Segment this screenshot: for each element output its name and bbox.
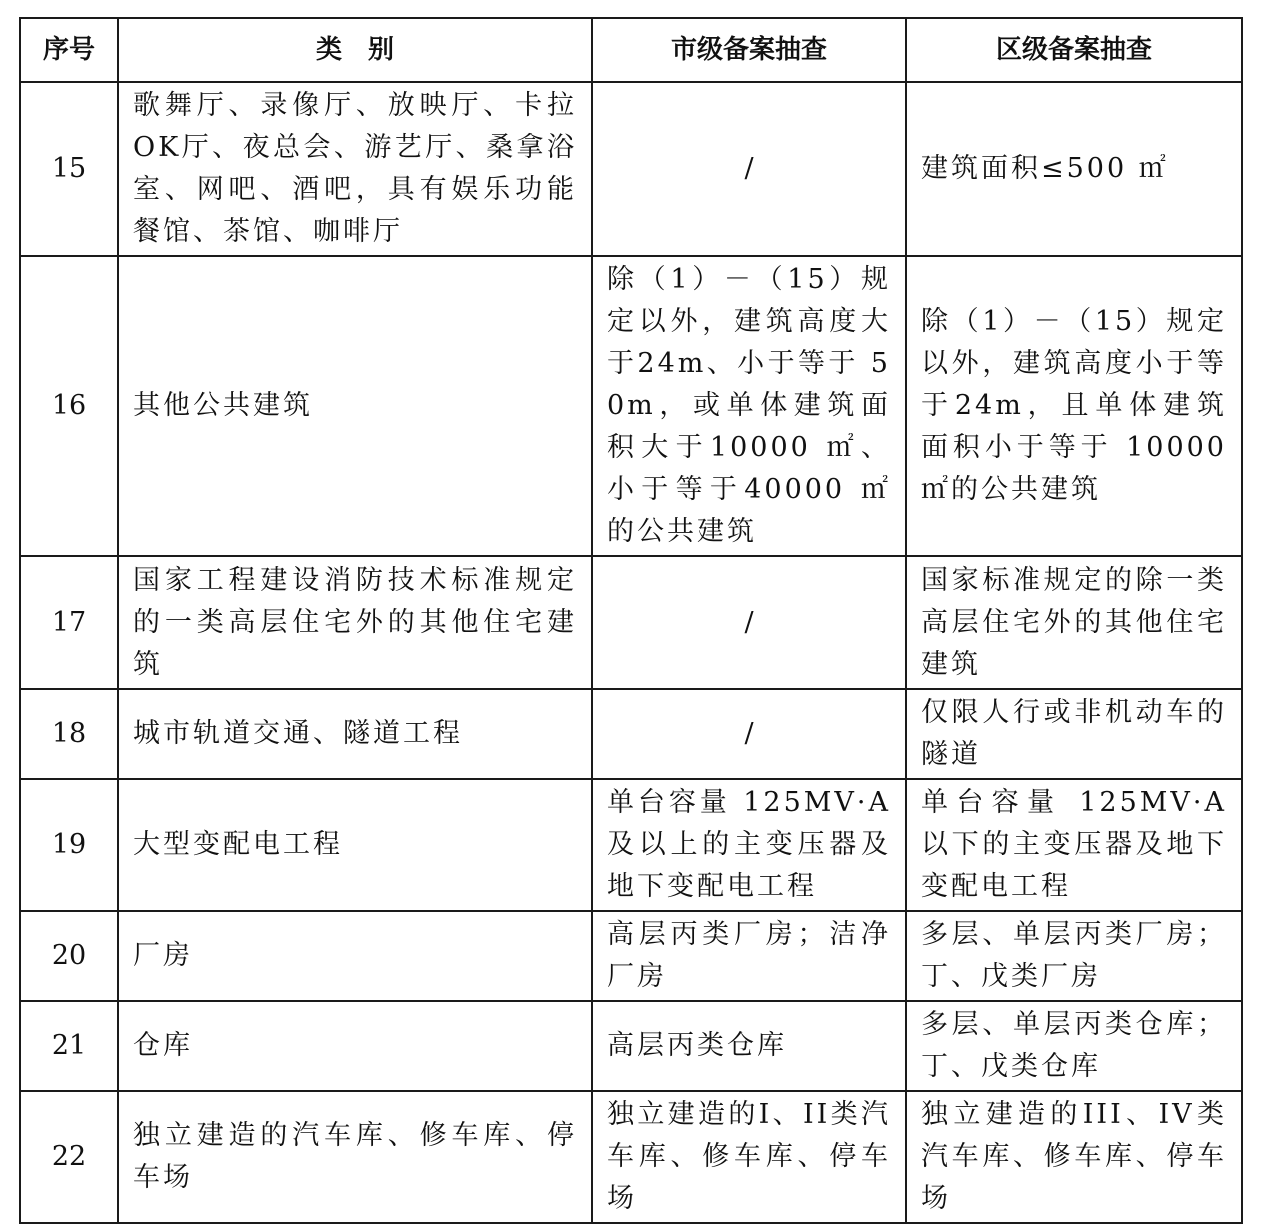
row-number: 17 <box>20 556 118 689</box>
table-row <box>20 82 1242 256</box>
district-check-cell: 仅限人行或非机动车的隧道 <box>906 689 1242 779</box>
table-body <box>20 82 1242 1223</box>
category-cell: 国家工程建设消防技术标准规定的一类高层住宅外的其他住宅建筑 <box>118 556 592 689</box>
table-header <box>20 18 1242 82</box>
row-number: 22 <box>20 1091 118 1223</box>
table-row <box>20 256 1242 556</box>
category-cell: 城市轨道交通、隧道工程 <box>118 689 592 779</box>
city-check-cell: 高层丙类厂房；洁净厂房 <box>592 911 906 1001</box>
fire-filing-inspection-table <box>19 17 1243 1224</box>
row-number: 15 <box>20 82 118 256</box>
category-cell: 其他公共建筑 <box>118 256 592 556</box>
city-check-cell: 单台容量 125MV·A 及以上的主变压器及地下变配电工程 <box>592 779 906 911</box>
header-city-level-check: 市级备案抽查 <box>592 18 906 82</box>
header-serial-number: 序号 <box>20 18 118 82</box>
district-check-cell: 单台容量 125MV·A 以下的主变压器及地下变配电工程 <box>906 779 1242 911</box>
category-cell: 歌舞厅、录像厅、放映厅、卡拉OK厅、夜总会、游艺厅、桑拿浴室、网吧、酒吧，具有娱乐功能餐馆、茶馆、咖啡厅 <box>118 82 592 256</box>
table-row <box>20 1091 1242 1223</box>
city-check-cell: 独立建造的I、II类汽车库、修车库、停车场 <box>592 1091 906 1223</box>
city-check-cell: 除（1）－（15）规定以外，建筑高度大于24m、小于等于 50m，或单体建筑面积大于10000 ㎡、小于等于40000 ㎡的公共建筑 <box>592 256 906 556</box>
category-cell: 仓库 <box>118 1001 592 1091</box>
city-check-cell: / <box>592 82 906 256</box>
row-number: 19 <box>20 779 118 911</box>
row-number: 21 <box>20 1001 118 1091</box>
district-check-cell: 独立建造的III、IV类汽车库、修车库、停车场 <box>906 1091 1242 1223</box>
table-row <box>20 689 1242 779</box>
city-check-cell: / <box>592 689 906 779</box>
category-cell: 独立建造的汽车库、修车库、停车场 <box>118 1091 592 1223</box>
district-check-cell: 除（1）－（15）规定以外，建筑高度小于等于24m，且单体建筑面积小于等于 10000 ㎡的公共建筑 <box>906 256 1242 556</box>
category-cell: 厂房 <box>118 911 592 1001</box>
header-category: 类 别 <box>118 18 592 82</box>
header-district-level-check: 区级备案抽查 <box>906 18 1242 82</box>
district-check-cell: 建筑面积≤500 ㎡ <box>906 82 1242 256</box>
row-number: 18 <box>20 689 118 779</box>
city-check-cell: 高层丙类仓库 <box>592 1001 906 1091</box>
table-row <box>20 911 1242 1001</box>
header-row <box>20 18 1242 82</box>
city-check-cell: / <box>592 556 906 689</box>
district-check-cell: 国家标准规定的除一类高层住宅外的其他住宅建筑 <box>906 556 1242 689</box>
district-check-cell: 多层、单层丙类仓库；丁、戊类仓库 <box>906 1001 1242 1091</box>
table-row <box>20 779 1242 911</box>
district-check-cell: 多层、单层丙类厂房；丁、戊类厂房 <box>906 911 1242 1001</box>
category-cell: 大型变配电工程 <box>118 779 592 911</box>
row-number: 16 <box>20 256 118 556</box>
row-number: 20 <box>20 911 118 1001</box>
table-row <box>20 556 1242 689</box>
table-row <box>20 1001 1242 1091</box>
